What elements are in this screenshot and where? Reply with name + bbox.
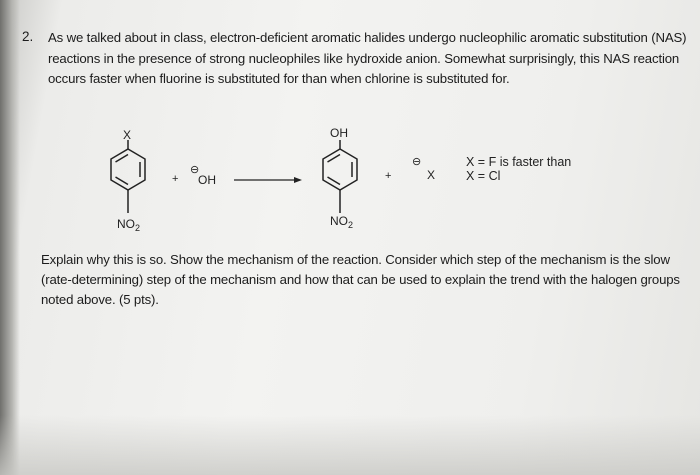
reactant-substituent: X [123,128,132,142]
reaction-scheme [0,118,700,238]
product-nitro-group [330,214,353,230]
plus-sign-1: + [172,173,179,185]
reactant-nitro-label: NO [117,217,135,231]
plus-sign-2: + [385,170,392,182]
reactant-benzene-ring [111,140,145,213]
reactant-nitro-subscript: 2 [135,223,141,233]
product-nitro-subscript: 2 [348,220,354,230]
reactant-nitro-group [117,217,140,233]
question-text: As we talked about in class, electron-deficient aromatic halides undergo nucleophilic aromatic substitution (NAS) reactions in the presence of strong nucleophiles like hydroxide anion. Somewhat surprisingly, this NAS reaction occurs faster when fluorine is substituted for than when chlorine is substituted for. [48,30,687,86]
nucleophile-charge: ⊖ [190,164,200,176]
rate-comparison [466,155,571,183]
product-benzene-ring [323,140,357,213]
product-nitro-label: NO [330,214,348,228]
question-number: 2. [22,29,34,44]
leaving-group-label: X [427,168,436,182]
rate-comparison-line-2: X = Cl [466,169,501,183]
page-bottom-shadow [0,415,700,475]
product-substituent: OH [330,126,348,140]
reaction-arrow [234,177,302,183]
leaving-group-charge: ⊖ [412,156,422,168]
rate-comparison-line-1: X = F is faster than [466,155,572,169]
explain-prompt: Explain why this is so. Show the mechanism of the reaction. Consider which step of the mechanism is the slow (rate-determining) step of the mechanism and how that can be used to explain the trend with the halogen groups noted above. (5 pts). [41,252,680,307]
nucleophile-label: OH [198,173,216,187]
